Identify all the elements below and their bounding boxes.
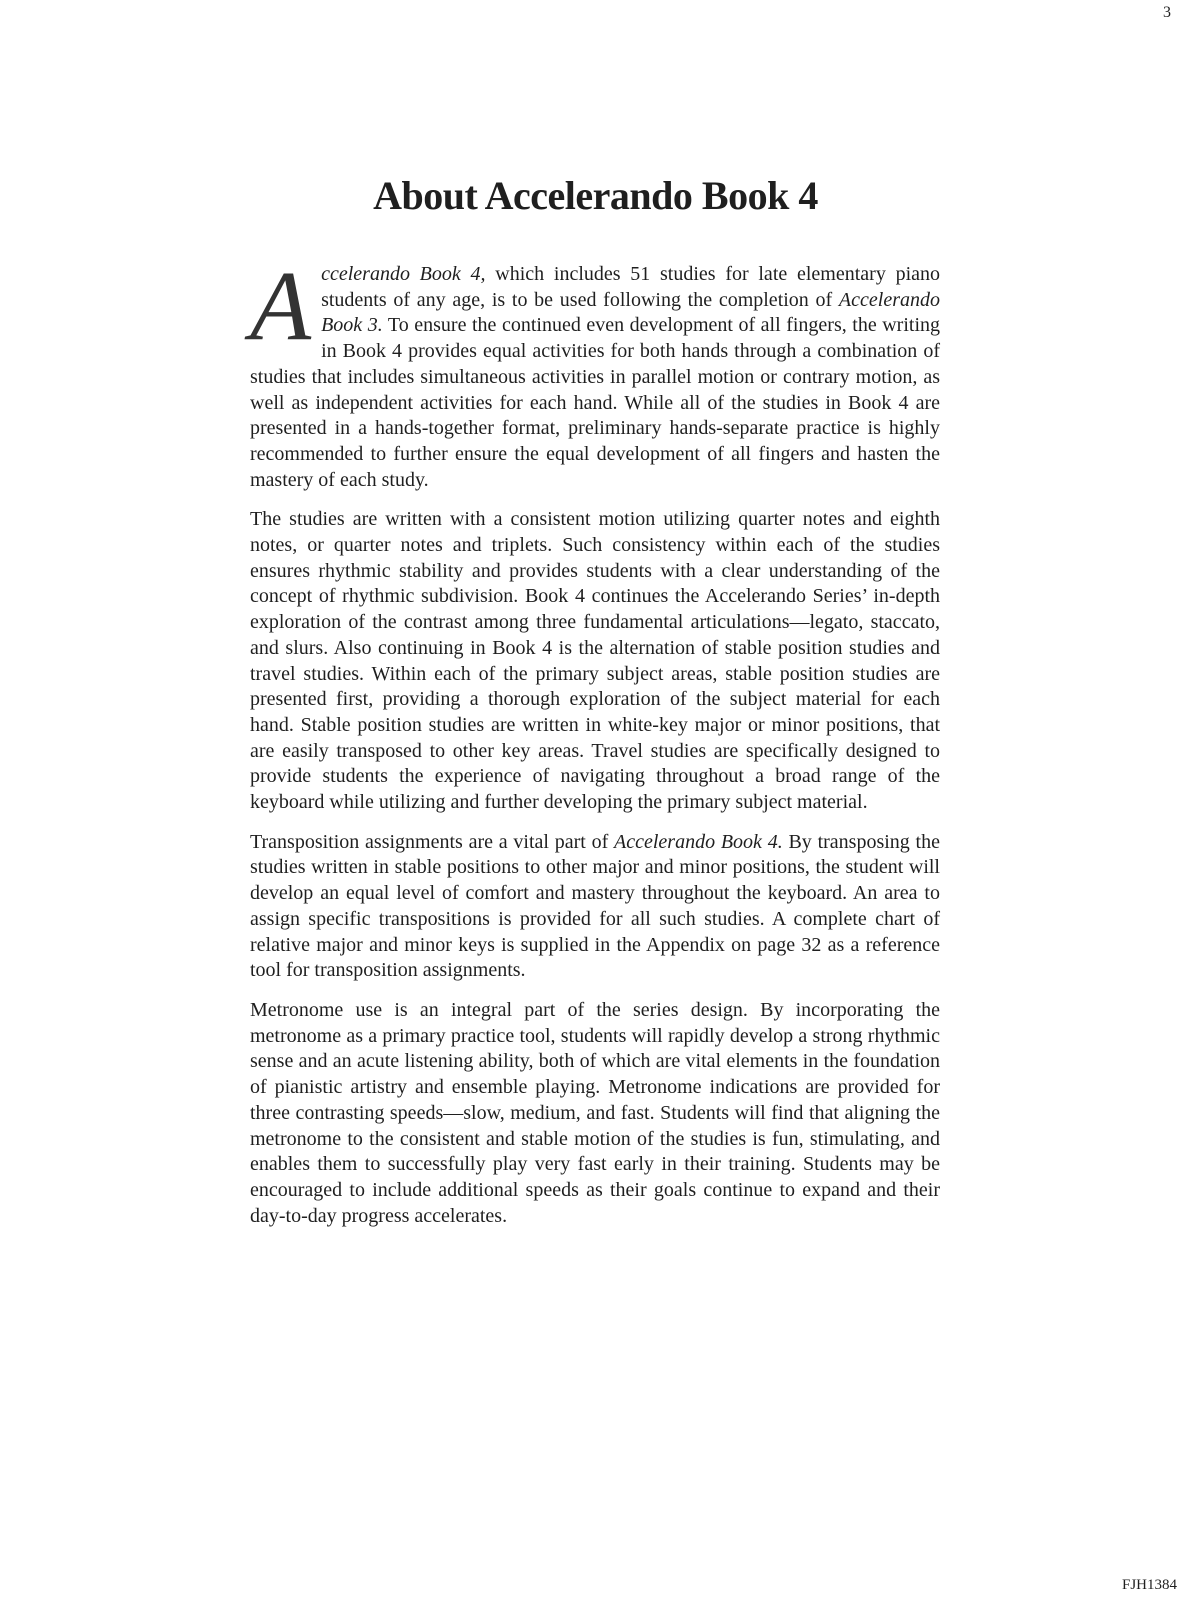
text-segment: Accelerando Book 3. — [321, 288, 940, 337]
text-segment: The studies are written with a consistent motion utilizing quarter notes and eighth notes, or quarter notes and triplets. Such consistency within each of the studies ensures rhythmic stability and provides students with a clear understanding of the concept of rhythmic subdivision. Book 4 continues the Accelerando Series’ in-depth exploration of the contrast among three fundamental articulations—legato, staccato, and slurs. Also continuing in Book 4 is the alternation of stable position studies and travel studies. Within each of the primary subject areas, stable position studies are presented first, providing a thorough exploration of the subject material for each hand. Stable position studies are written in white-key major or minor positions, that are easily transposed to other key areas. Travel studies are specifically designed to provide students the experience of navigating throughout a broad range of the keyboard while utilizing and further developing the primary subject material. — [250, 508, 940, 814]
page-title: About Accelerando Book 4 — [373, 173, 818, 218]
text-segment: Metronome use is an integral part of the series design. By incorporating the metronome as a primary practice tool, students will rapidly develop a strong rhythmic sense and an acute listening ability, both of which are vital elements in the foundation of pianistic artistry and ensemble playing. Metronome indications are provided for three contrasting speeds—slow, medium, and fast. Students will find that aligning the metronome to the consistent and stable motion of the studies is fun, stimulating, and enables them to successfully play very fast early in their training. Students may be encouraged to include additional speeds as their goals continue to expand and their day-to-day progress accelerates. — [250, 998, 940, 1227]
footer-catalog-code: FJH1384 — [1121, 1577, 1177, 1593]
paragraph-transposition — [250, 830, 940, 984]
paragraph-metronome — [250, 998, 940, 1229]
text-segment: ccelerando Book 4, — [321, 263, 486, 285]
text-segment: Transposition assignments are a vital part of — [250, 830, 615, 853]
text-segment: which includes 51 studies for late elementary piano students of any age, is to be used following the completion of — [321, 263, 940, 311]
page-number: 3 — [1163, 4, 1171, 21]
drop-cap: A — [250, 250, 312, 361]
text-segment: To ensure the continued even development of all fingers, the writing in Book 4 provides equal activities for both hands through a combination of studies that includes simultaneous activities in parallel motion or contrary motion, as well as independent activities for each hand. While all of the studies in Book 4 are presented in a hands-together format, preliminary hands-separate practice is highly recommended to further ensure the equal development of all fingers and hasten the mastery of each study. — [250, 314, 941, 491]
text-segment: Accelerando Book 4. — [614, 830, 783, 853]
paragraph-intro — [250, 250, 941, 493]
text-segment: By transposing the studies written in stable positions to other major and minor positions, the student will develop an equal level of comfort and mastery throughout the keyboard. An area to assign specific transpositions is provided for all such studies. A complete chart of relative major and minor keys is supplied in the Appendix on page 32 as a reference tool for transposition assignments. — [250, 830, 940, 982]
body-text — [250, 250, 941, 1243]
paragraph-studies — [250, 507, 940, 815]
